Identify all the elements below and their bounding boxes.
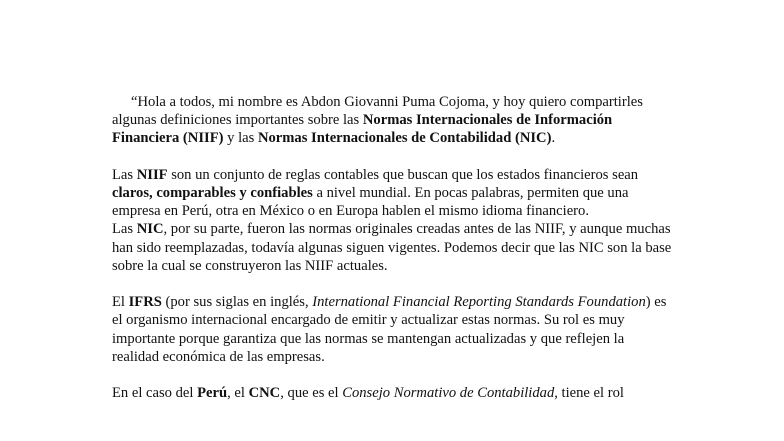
paragraph-nic [112, 220, 672, 275]
text-run: , que es el [280, 385, 343, 402]
text-run: El [112, 294, 129, 311]
text-run: “Hola a todos, mi nombre es Abdon Giovanni Puma Cojoma, y hoy quiero compartirles algunas definiciones importantes sobre las [112, 94, 643, 129]
text-run: (por sus siglas en inglés, [161, 294, 313, 311]
text-run: , por su parte, fueron las normas originales creadas antes de las NIIF, y aunque muchas han sido reemplazadas, todavía algunas siguen vigentes. Podemos decir que las NIC son la base sobre la cual se construyeron las NIIF actuales. [112, 221, 672, 274]
text-run-bold: Normas Internacionales de Información Financiera (NIIF) [112, 112, 613, 147]
text-run-bold: IFRS [128, 294, 162, 311]
text-run-italic: Consejo Normativo de Contabilidad [342, 385, 555, 402]
text-run: , el [227, 385, 249, 402]
paragraph-niif [112, 166, 672, 221]
text-run: son un conjunto de reglas contables que buscan que los estados financieros sean [167, 166, 639, 183]
paragraph-intro [112, 93, 672, 148]
text-run-bold: Normas Internacionales de Contabilidad (NIC) [257, 130, 552, 147]
text-run: Las [112, 221, 137, 238]
document-body [112, 93, 672, 402]
text-run-bold: NIIF [136, 166, 168, 183]
text-run: Las [112, 166, 137, 183]
paragraph-ifrs [112, 293, 672, 366]
paragraph-peru [112, 384, 672, 402]
text-run-bold: NIC [136, 221, 164, 238]
text-run-italic: International Financial Reporting Standards Foundation [312, 294, 646, 311]
text-run: ) es el organismo internacional encargado de emitir y actualizar estas normas. Su rol es muy importante porque garantiza que las normas se mantengan actualizadas y que reflejen la realidad económica de las empresas. [112, 294, 667, 365]
text-run-bold: claros, comparables y confiables [112, 185, 313, 201]
text-run: y las [223, 130, 258, 147]
text-run-bold: CNC [248, 385, 281, 402]
text-run: , tiene el rol [554, 385, 624, 402]
text-run: En el caso del [112, 385, 198, 402]
text-run-bold: Perú [197, 385, 228, 402]
text-run: a nivel mundial. En pocas palabras, permiten que una empresa en Perú, otra en México o en Europa hablen el mismo idioma financiero. [112, 185, 629, 220]
text-run: . [551, 130, 556, 147]
